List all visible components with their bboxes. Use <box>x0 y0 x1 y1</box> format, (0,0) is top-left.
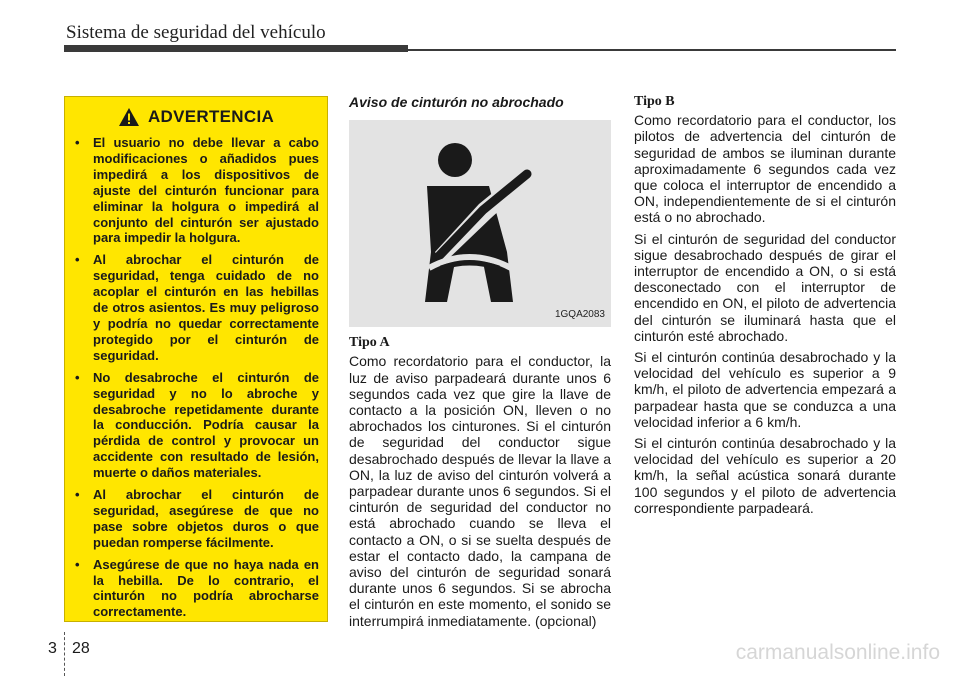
warning-list <box>65 135 327 620</box>
warning-header <box>65 107 327 127</box>
warning-box <box>64 96 328 622</box>
warning-item: • Asegúrese de que no haya nada en la hebilla. De lo contrario, el cinturón no podría abrocharse correctamente. <box>75 556 319 620</box>
figure-caption: 1GQA2083 <box>554 309 605 320</box>
type-b-paragraph: Si el cinturón continúa desabrochado y la velocidad del vehículo es superior a 9 km/h, el piloto de advertencia empezará a parpadear hasta que se conduzca a una velocidad inferior a 6 km/h. <box>634 349 896 430</box>
type-b-paragraph: Si el cinturón continúa desabrochado y la velocidad del vehículo es superior a 20 km/h, la señal acústica sonará durante 100 segundos y el piloto de advertencia correspondiente parpadeará. <box>634 435 896 516</box>
seatbelt-warning-icon <box>419 134 541 314</box>
column-right <box>634 94 896 521</box>
header-rule-thin <box>408 49 896 51</box>
header-rule-thick <box>64 45 408 52</box>
chapter-number: 3 <box>48 640 57 657</box>
type-a-heading: Tipo A <box>349 335 390 351</box>
type-b-paragraph: Si el cinturón de seguridad del conductor sigue desabrochado después de girar el interruptor de encendido a ON, o si está desconectado con el interruptor de encendido en ON, el piloto de advertencia del cinturón se iluminará hasta que el cinturón esté abrochado. <box>634 230 896 344</box>
warning-item: • Al abrochar el cinturón de seguridad, tenga cuidado de no acoplar el cinturón en las hebillas de otros asientos. Es muy peligroso y podría no quedar correctamente protegido por el cinturón de seguridad. <box>75 252 319 363</box>
seatbelt-figure <box>349 120 611 327</box>
section-title: Aviso de cinturón no abrochado <box>349 94 564 110</box>
type-b-paragraph: Como recordatorio para el conductor, los pilotos de advertencia del cinturón de seguridad de ambos se iluminan durante aproximadamente 6 segundos cada vez que coloca el interruptor de encendido a ON, independientemente de si el cinturón está o no abrochado. <box>634 112 896 226</box>
warning-item: • El usuario no debe llevar a cabo modificaciones o añadidos pues impedirá a los dispositivos de ajuste del cinturón funcionar para eliminar la holgura o impedirá al conjunto del cinturón ser ajustado para impedir la holgura. <box>75 135 319 246</box>
type-a-paragraph: Como recordatorio para el conductor, la luz de aviso parpadeará durante unos 6 segundos cada vez que gire la llave de contacto a la posición ON, lleven o no abrochados los cinturones. Si el cinturón de seguridad del conductor sigue desabrochado después de llevar la llave a ON, la luz de aviso del cinturón volverá a parpadear durante unos 6 segundos. Si el cinturón de seguridad del conductor no está abrochado cuando se lleva el contacto a ON, o si se suelta después de estar el contacto dado, la campana de aviso del cinturón de seguridad sonará durante unos 6 segundos. Si se abrocha el cinturón en este momento, el sonido se interrumpirá inmediatamente. (opcional) <box>349 353 611 629</box>
watermark: carmanualsonline.info <box>735 641 940 664</box>
warning-title: ADVERTENCIA <box>147 107 275 126</box>
column-middle <box>349 94 611 634</box>
header-title: Sistema de seguridad del vehículo <box>66 22 326 43</box>
warning-item: • No desabroche el cinturón de seguridad y no lo abroche y desabroche repetidamente durante la conducción. Podría causar la pérdida de control y provocar un accidente con resultado de lesión, muerte o daños materiales. <box>75 369 319 481</box>
type-b-heading: Tipo B <box>634 94 675 109</box>
warning-item: • Al abrochar el cinturón de seguridad, asegúrese de que no pase sobre objetos duros o que puedan romperse fácilmente. <box>75 487 319 550</box>
warning-triangle-icon <box>118 107 140 127</box>
footer-divider <box>64 632 66 676</box>
page-number: 28 <box>72 640 90 657</box>
